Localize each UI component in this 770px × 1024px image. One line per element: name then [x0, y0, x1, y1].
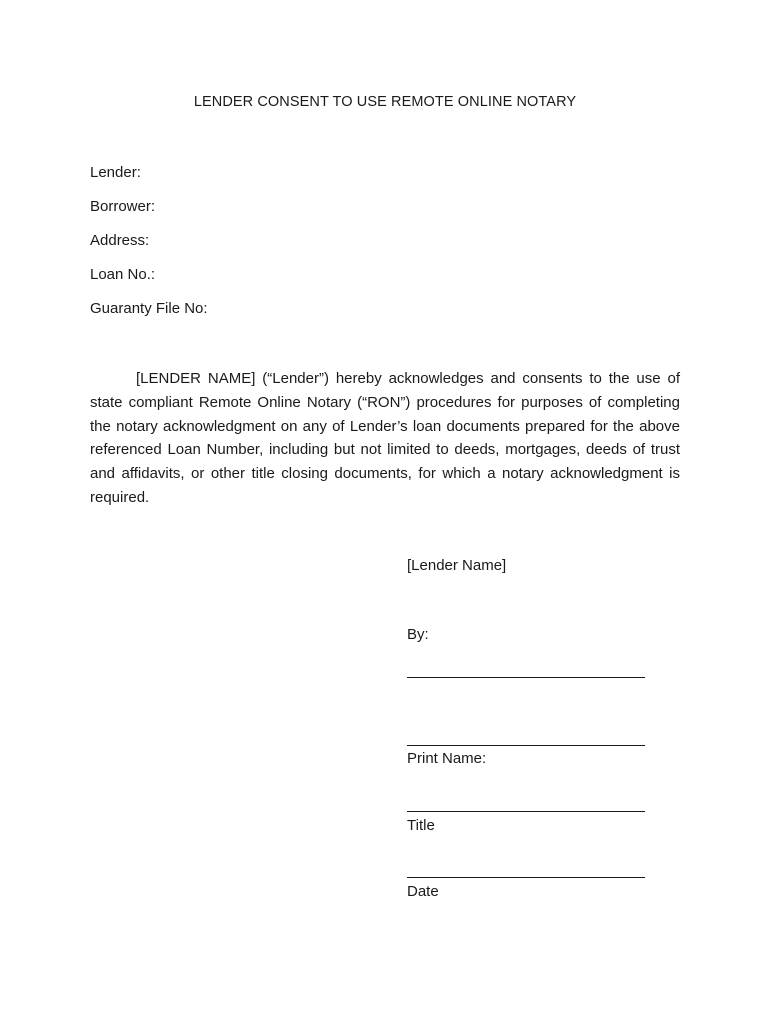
signature-print-name-label: Print Name:: [407, 750, 487, 767]
signature-date-label: Date: [407, 883, 439, 900]
signature-lender-name: [Lender Name]: [407, 557, 507, 574]
signature-line-date: [407, 877, 645, 878]
signature-title-label: Title: [407, 817, 435, 834]
signature-line-by: [407, 677, 645, 678]
lender-field-label: Lender:: [90, 164, 141, 181]
loan-number-field-label: Loan No.:: [90, 266, 156, 283]
signature-line-title: [407, 811, 645, 812]
borrower-field-label: Borrower:: [90, 198, 156, 215]
loan-info-fields: [90, 162, 208, 332]
address-field-label: Address:: [90, 232, 150, 249]
consent-paragraph: [LENDER NAME] (“Lender”) hereby acknowledges and consents to the use of state compliant Remote Online Notary (“RON”) procedures for purposes of completing the notary acknowledgment on any of Lender’s loan documents prepared for the above referenced Loan Number, including but not limited to deeds, mortgages, deeds of trust and affidavits, or other title closing documents, for which a notary acknowledgment is required.: [90, 370, 680, 506]
guaranty-file-field-label: Guaranty File No:: [90, 300, 208, 317]
signature-line-print-name: [407, 745, 645, 746]
document-title: LENDER CONSENT TO USE REMOTE ONLINE NOTARY: [193, 94, 577, 110]
signature-by-label: By:: [407, 626, 429, 643]
